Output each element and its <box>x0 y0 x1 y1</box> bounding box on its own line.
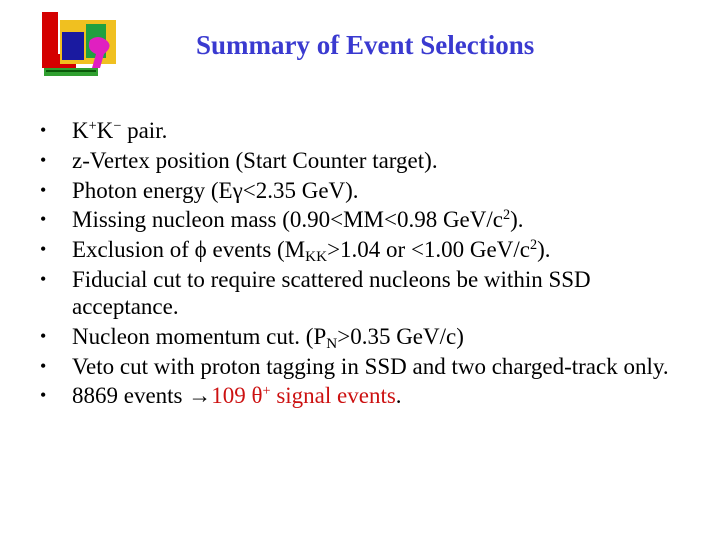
bullet-item: • Nucleon momentum cut. ($P_N>0.35$ GeV/c) <box>40 323 464 352</box>
bullet-dot: • <box>40 268 47 289</box>
bullet-item: • Photon energy (Eγ<2.35 GeV). <box>40 177 359 203</box>
bullet-dot: • <box>40 179 47 200</box>
bullet-item: • Missing nucleon mass (0.90<MM<0.98 GeV/$c^2$). <box>40 207 524 233</box>
bullet-dot: • <box>40 325 47 346</box>
bullet-item: • 8869 events →109 θ+ signal events. <box>40 383 402 409</box>
arrow-icon: → <box>188 383 212 409</box>
bullet-item: • z-Vertex position (Start Counter target). <box>40 147 438 173</box>
bullet-item: • Exclusion of ϕ events ($M_{KK}>1.04$ or <1.00 GeV/$c^2$). <box>40 237 551 265</box>
bullet-dot: • <box>40 355 47 376</box>
bullet-item: • Veto cut with proton tagging in SSD and two charged-track only. <box>40 353 669 379</box>
bullet-dot: • <box>40 385 47 406</box>
bullet-dot: • <box>40 149 47 170</box>
bullet-list <box>40 117 700 412</box>
bullet-item: • Fiducial cut to require scattered nucleons be within SSD acceptance. <box>40 266 591 319</box>
bullet-dot: • <box>40 239 47 260</box>
leps-logo-icon <box>40 10 120 78</box>
bullet-dot: • <box>40 209 47 230</box>
bullet-dot: • <box>40 120 47 140</box>
bullet-item: • K+K− pair. <box>40 118 168 143</box>
slide-title: Summary of Event Selections <box>196 30 535 60</box>
